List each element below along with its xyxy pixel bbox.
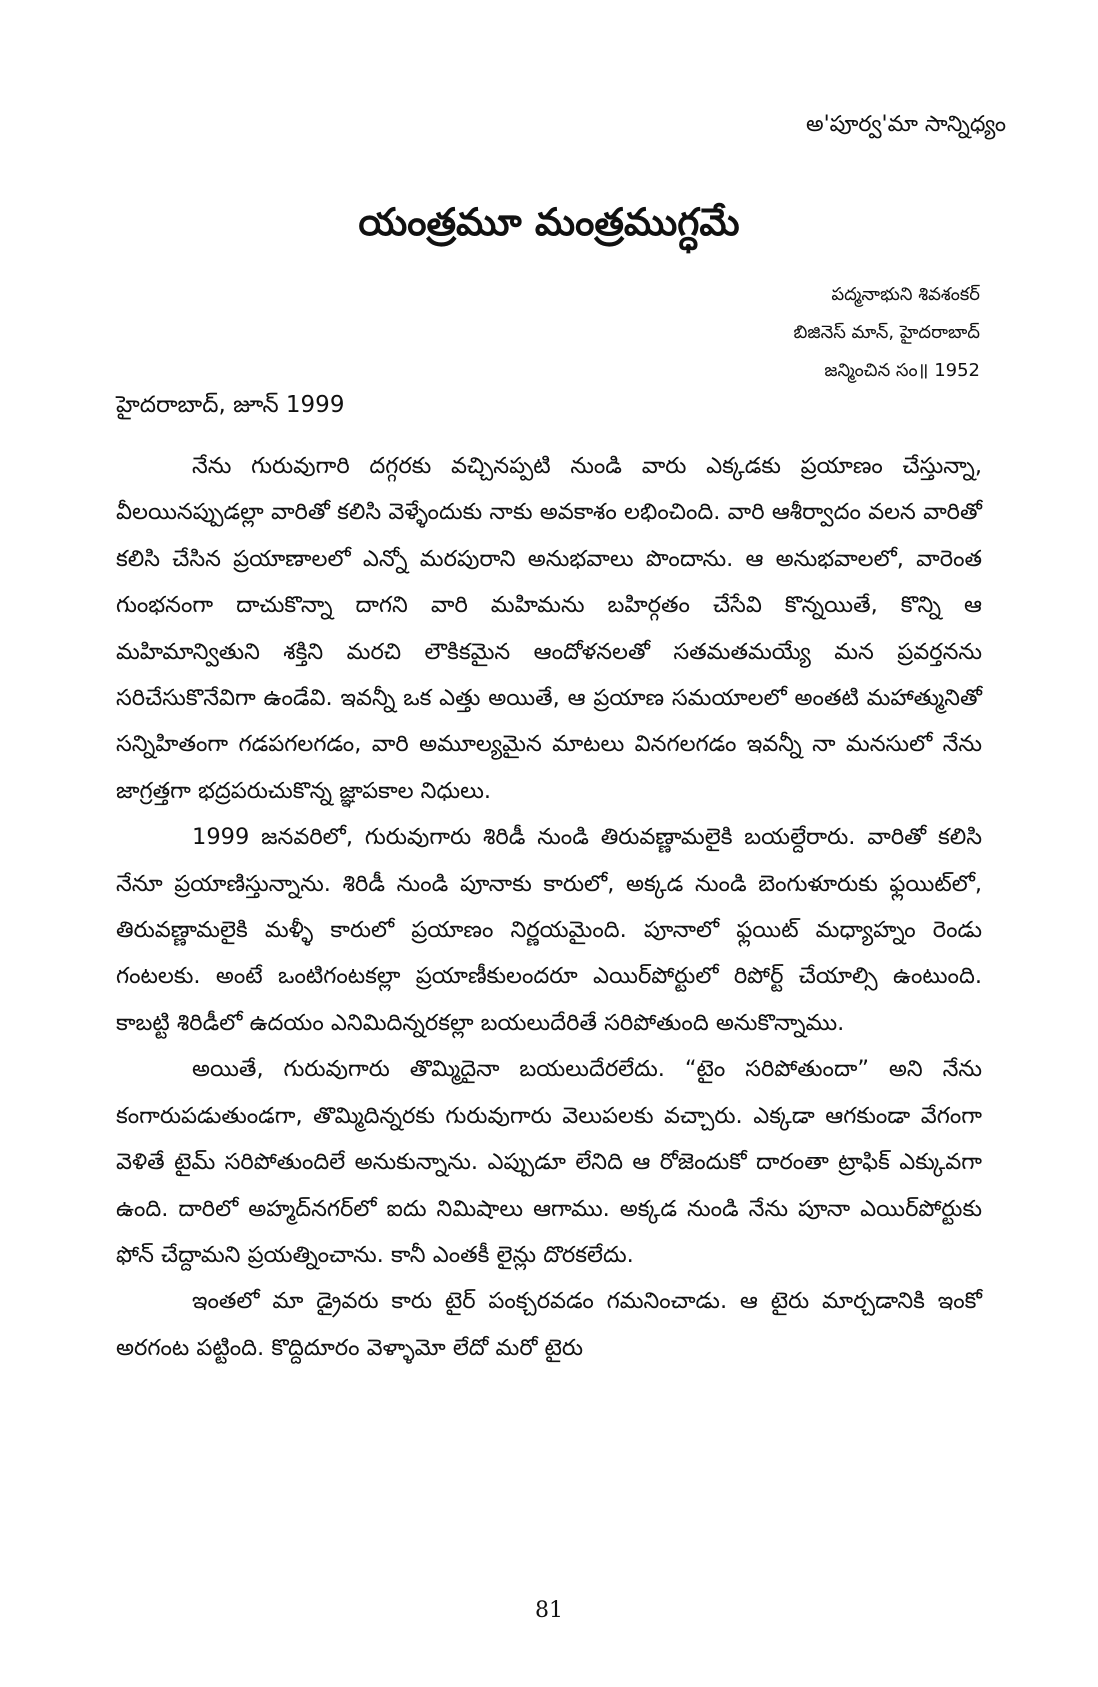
chapter-title: యంత్రమూ మంత్రముగ్ధమే xyxy=(358,200,740,244)
author-born: జన్మించిన సం॥ 1952 xyxy=(824,360,980,381)
paragraph-4: ఇంతలో మా డ్రైవరు కారు టైర్ పంక్చరవడం గమనించాడు. ఆ టైరు మార్చడానికి ఇంకో అరగంట పట్టింది. కొద్దిదూరం వెళ్ళామో లేదో మరో టైరు xyxy=(116,1288,982,1361)
page-number: 81 xyxy=(535,1598,563,1623)
author-designation: బిజినెస్ మాన్, హైదరాబాద్ xyxy=(793,322,980,343)
running-header: అ'పూర్వ'మా సాన్నిధ్యం xyxy=(805,112,1006,137)
author-block xyxy=(794,276,980,390)
paragraph-2: 1999 జనవరిలో, గురువుగారు శిరిడీ నుండి తిరువణ్ణామలైకి బయల్దేరారు. వారితో కలిసి నేనూ ప్రయాణిస్తున్నాను. శిరిడీ నుండి పూనాకు కారులో, అక్కడ నుండి బెంగుళూరుకు ఫ్లయిట్‌లో, తిరువణ్ణామలైకి మళ్ళీ కారులో ప్రయాణం నిర్ణయమైంది. పూనాలో ఫ్లయిట్ మధ్యాహ్నం రెండు గంటలకు. అంటే ఒంటిగంటకల్లా ప్రయాణీకులందరూ ఎయిర్‌పోర్టులో రిపోర్ట్ చేయాల్సి ఉంటుంది. కాబట్టి శిరిడీలో ఉదయం ఎనిమిదిన్నరకల్లా బయలుదేరితే సరిపోతుంది అనుకొన్నాము. xyxy=(116,824,982,1036)
dateline: హైదరాబాద్, జూన్ 1999 xyxy=(116,392,345,418)
paragraph-3: అయితే, గురువుగారు తొమ్మిదైనా బయలుదేరలేదు. “టైం సరిపోతుందా” అని నేను కంగారుపడుతుండగా, తొమ్మిదిన్నరకు గురువుగారు వెలుపలకు వచ్చారు. ఎక్కడా ఆగకుండా వేగంగా వెళితే టైమ్ సరిపోతుందిలే అనుకున్నాను. ఎప్పుడూ లేనిది ఆ రోజెందుకో దారంతా ట్రాఫిక్ ఎక్కువగా ఉంది. దారిలో అహ్మద్‌నగర్‌లో ఐదు నిమిషాలు ఆగాము. అక్కడ నుండి నేను పూనా ఎయిర్‌పోర్టుకు ఫోన్ చేద్దామని ప్రయత్నించాను. కానీ ఎంతకీ లైన్లు దొరకలేదు. xyxy=(116,1056,982,1268)
body-text xyxy=(116,443,982,1371)
paragraph-1: నేను గురువుగారి దగ్గరకు వచ్చినప్పటి నుండి వారు ఎక్కడకు ప్రయాణం చేస్తున్నా, వీలయినప్పుడల్లా వారితో కలిసి వెళ్ళేందుకు నాకు అవకాశం లభించింది. వారి ఆశీర్వాదం వలన వారితో కలిసి చేసిన ప్రయాణాలలో ఎన్నో మరపురాని అనుభవాలు పొందాను. ఆ అనుభవాలలో, వారెంత గుంభనంగా దాచుకొన్నా దాగని వారి మహిమను బహిర్గతం చేసేవి కొన్నయితే, కొన్ని ఆ మహిమాన్వితుని శక్తిని మరచి లౌకికమైన ఆందోళనలతో సతమతమయ్యే మన ప్రవర్తనను సరిచేసుకొనేవిగా ఉండేవి. ఇవన్నీ ఒక ఎత్తు అయితే, ఆ ప్రయాణ సమయాలలో అంతటి మహాత్మునితో సన్నిహితంగా గడపగలగడం, వారి అమూల్యమైన మాటలు వినగలగడం ఇవన్నీ నా మనసులో నేను జాగ్రత్తగా భద్రపరుచుకొన్న జ్ఞాపకాల నిధులు. xyxy=(116,453,982,804)
author-name: పద్మనాభుని శివశంకర్ xyxy=(831,284,980,305)
